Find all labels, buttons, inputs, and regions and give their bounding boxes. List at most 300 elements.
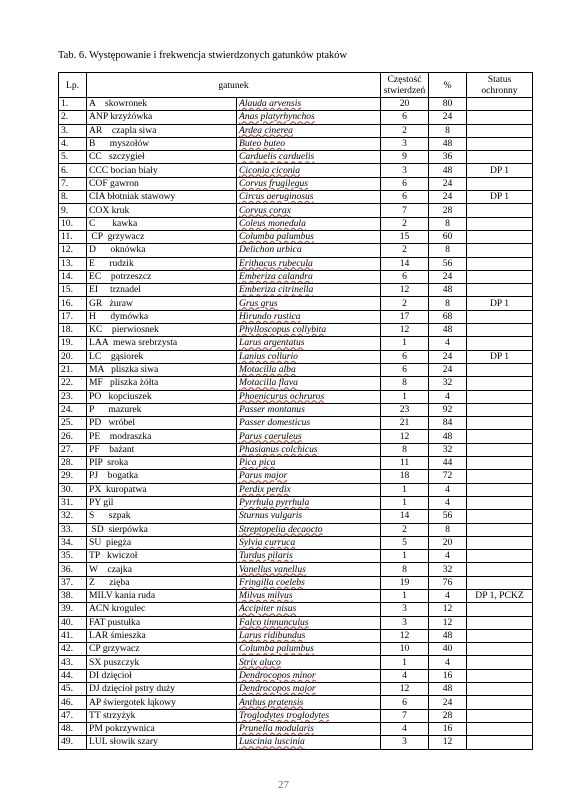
cell-species-common: W czajka — [87, 563, 237, 576]
cell-status — [467, 124, 533, 137]
latin-name-text: Carduelis carduelis — [239, 151, 315, 163]
latin-name-text: Erithacus rubecula — [239, 257, 313, 269]
cell-species-latin — [237, 191, 381, 204]
cell-lp: 43. — [59, 656, 87, 669]
cell-species-common: A skowronek — [87, 98, 237, 111]
cell-species-common: CP grzywacz — [87, 643, 237, 656]
cell-count: 3 — [381, 137, 429, 150]
cell-count: 2 — [381, 217, 429, 230]
table-row — [59, 722, 533, 735]
cell-species-common: PD wróbel — [87, 417, 237, 430]
cell-lp: 48. — [59, 722, 87, 735]
table-row — [59, 403, 533, 416]
cell-species-common: B myszołów — [87, 137, 237, 150]
table-row — [59, 576, 533, 589]
table-row — [59, 523, 533, 536]
table-row — [59, 536, 533, 549]
cell-species-latin — [237, 390, 381, 403]
cell-species-common: MF pliszka żółta — [87, 377, 237, 390]
cell-species-common: S szpak — [87, 510, 237, 523]
cell-status — [467, 98, 533, 111]
latin-name-text: Ardea cinerea — [239, 124, 293, 136]
cell-status — [467, 536, 533, 549]
table-row — [59, 390, 533, 403]
cell-percent: 24 — [429, 111, 467, 124]
cell-count: 3 — [381, 736, 429, 749]
table-row — [59, 483, 533, 496]
cell-species-latin — [237, 722, 381, 735]
cell-species-common: EC potrzeszcz — [87, 270, 237, 283]
cell-species-latin — [237, 244, 381, 257]
cell-count: 1 — [381, 496, 429, 509]
table-row — [59, 270, 533, 283]
cell-percent: 8 — [429, 124, 467, 137]
cell-species-latin — [237, 589, 381, 602]
cell-lp: 17. — [59, 310, 87, 323]
latin-name-text: Accipiter nisus — [239, 603, 297, 615]
cell-lp: 23. — [59, 390, 87, 403]
cell-species-common: CIA błotniak stawowy — [87, 191, 237, 204]
latin-name-text: Emberiza citrinella — [239, 284, 314, 296]
cell-count: 7 — [381, 709, 429, 722]
cell-count: 12 — [381, 284, 429, 297]
cell-count: 6 — [381, 350, 429, 363]
table-row — [59, 470, 533, 483]
latin-name-text: Buteo buteo — [239, 138, 286, 150]
cell-status — [467, 443, 533, 456]
table-row — [59, 603, 533, 616]
cell-lp: 10. — [59, 217, 87, 230]
cell-status: DP 1 — [467, 350, 533, 363]
cell-count: 10 — [381, 643, 429, 656]
cell-lp: 16. — [59, 297, 87, 310]
latin-name-text: Perdix perdix — [239, 483, 291, 495]
cell-lp: 14. — [59, 270, 87, 283]
cell-species-common: MILV kania ruda — [87, 589, 237, 602]
cell-count: 2 — [381, 297, 429, 310]
cell-percent: 4 — [429, 550, 467, 563]
cell-percent: 80 — [429, 98, 467, 111]
cell-percent: 40 — [429, 643, 467, 656]
table-row — [59, 709, 533, 722]
cell-status — [467, 722, 533, 735]
cell-percent: 24 — [429, 191, 467, 204]
cell-count: 3 — [381, 616, 429, 629]
cell-status — [467, 217, 533, 230]
cell-percent: 32 — [429, 443, 467, 456]
cell-percent: 48 — [429, 683, 467, 696]
cell-species-common: PO kopciuszek — [87, 390, 237, 403]
cell-count: 12 — [381, 324, 429, 337]
cell-lp: 25. — [59, 417, 87, 430]
cell-species-latin — [237, 137, 381, 150]
cell-lp: 47. — [59, 709, 87, 722]
table-header-row — [59, 73, 533, 98]
cell-species-common: TP kwiczoł — [87, 550, 237, 563]
cell-count: 18 — [381, 470, 429, 483]
cell-species-latin — [237, 736, 381, 749]
latin-name-text: Parus caeruleus — [239, 430, 302, 442]
cell-status — [467, 550, 533, 563]
cell-status — [467, 151, 533, 164]
cell-status — [467, 523, 533, 536]
cell-species-latin — [237, 164, 381, 177]
cell-species-common: H dymówka — [87, 310, 237, 323]
cell-species-common: CC szczygieł — [87, 151, 237, 164]
table-row — [59, 643, 533, 656]
cell-species-latin — [237, 629, 381, 642]
cell-count: 2 — [381, 244, 429, 257]
cell-percent: 48 — [429, 164, 467, 177]
cell-percent: 12 — [429, 603, 467, 616]
header-czestosc-line2: stwierdzeń — [383, 85, 426, 96]
table-row — [59, 736, 533, 749]
cell-lp: 28. — [59, 457, 87, 470]
cell-percent: 24 — [429, 696, 467, 709]
cell-lp: 46. — [59, 696, 87, 709]
cell-percent: 56 — [429, 510, 467, 523]
latin-name-text: Motacilla alba — [239, 364, 296, 376]
cell-percent: 48 — [429, 137, 467, 150]
cell-species-latin — [237, 496, 381, 509]
cell-lp: 8. — [59, 191, 87, 204]
table-row — [59, 137, 533, 150]
cell-species-common: DJ dzięcioł pstry duży — [87, 683, 237, 696]
latin-name-text: Alauda arvensis — [239, 98, 302, 110]
cell-count: 1 — [381, 337, 429, 350]
latin-name-text: Larus argentatus — [239, 337, 305, 349]
cell-lp: 41. — [59, 629, 87, 642]
cell-status — [467, 270, 533, 283]
cell-lp: 40. — [59, 616, 87, 629]
cell-species-common: FAT pustułka — [87, 616, 237, 629]
cell-status — [467, 616, 533, 629]
cell-percent: 8 — [429, 297, 467, 310]
cell-species-latin — [237, 443, 381, 456]
latin-name-text: Grus grus — [239, 297, 278, 309]
cell-species-latin — [237, 257, 381, 270]
cell-count: 19 — [381, 576, 429, 589]
latin-name-text: Lanius collurio — [239, 350, 298, 362]
cell-species-common: PJ bogatka — [87, 470, 237, 483]
cell-lp: 35. — [59, 550, 87, 563]
cell-species-common: SU piegża — [87, 536, 237, 549]
cell-status — [467, 177, 533, 190]
cell-species-latin — [237, 483, 381, 496]
cell-count: 3 — [381, 164, 429, 177]
cell-count: 21 — [381, 417, 429, 430]
cell-species-common: CP grzywacz — [87, 230, 237, 243]
cell-status — [467, 483, 533, 496]
cell-percent: 8 — [429, 217, 467, 230]
cell-lp: 12. — [59, 244, 87, 257]
cell-lp: 42. — [59, 643, 87, 656]
cell-count: 1 — [381, 656, 429, 669]
cell-percent: 48 — [429, 324, 467, 337]
cell-lp: 34. — [59, 536, 87, 549]
latin-name-text: Falco tinnunculus — [239, 616, 309, 628]
table-row — [59, 696, 533, 709]
cell-percent: 4 — [429, 656, 467, 669]
cell-count: 2 — [381, 523, 429, 536]
cell-percent: 4 — [429, 337, 467, 350]
cell-species-common: COX kruk — [87, 204, 237, 217]
cell-lp: 9. — [59, 204, 87, 217]
cell-species-common: PM pokrzywnica — [87, 722, 237, 735]
latin-name-text: Passer montanus — [239, 403, 305, 415]
cell-count: 14 — [381, 510, 429, 523]
latin-name-text: Corvus corax — [239, 204, 291, 216]
cell-species-latin — [237, 124, 381, 137]
cell-lp: 3. — [59, 124, 87, 137]
table-body — [59, 98, 533, 750]
cell-percent: 4 — [429, 483, 467, 496]
cell-species-latin — [237, 563, 381, 576]
cell-lp: 45. — [59, 683, 87, 696]
table-row — [59, 683, 533, 696]
cell-percent: 32 — [429, 377, 467, 390]
cell-species-common: P mazurek — [87, 403, 237, 416]
table-row — [59, 669, 533, 682]
table-row — [59, 151, 533, 164]
cell-percent: 4 — [429, 390, 467, 403]
table-row — [59, 111, 533, 124]
cell-count: 8 — [381, 443, 429, 456]
table-row — [59, 443, 533, 456]
cell-lp: 44. — [59, 669, 87, 682]
cell-status — [467, 656, 533, 669]
latin-name-text: Phoenicurus ochruros — [239, 390, 325, 402]
cell-status — [467, 230, 533, 243]
cell-lp: 6. — [59, 164, 87, 177]
cell-species-latin — [237, 616, 381, 629]
table-row — [59, 363, 533, 376]
cell-count: 20 — [381, 98, 429, 111]
latin-name-text: Phylloscopus collybita — [239, 324, 327, 336]
cell-species-common: SD sierpówka — [87, 523, 237, 536]
cell-species-latin — [237, 270, 381, 283]
cell-species-latin — [237, 430, 381, 443]
cell-lp: 24. — [59, 403, 87, 416]
cell-species-latin — [237, 111, 381, 124]
latin-name-text: Motacilla flava — [239, 377, 298, 389]
cell-lp: 49. — [59, 736, 87, 749]
latin-name-text: Passer domesticus — [239, 417, 311, 429]
latin-name-text: Delichon urbica — [239, 244, 302, 256]
cell-count: 14 — [381, 257, 429, 270]
cell-count: 17 — [381, 310, 429, 323]
cell-status — [467, 377, 533, 390]
cell-species-common: TT strzyżyk — [87, 709, 237, 722]
latin-name-text: Columba palumbus — [239, 231, 314, 243]
header-gatunek: gatunek — [87, 73, 381, 98]
table-row — [59, 230, 533, 243]
table-row — [59, 337, 533, 350]
latin-name-text: Pyrrhula pyrrhula — [239, 497, 310, 509]
cell-lp: 32. — [59, 510, 87, 523]
cell-percent: 76 — [429, 576, 467, 589]
latin-name-text: Anas platyrhynchos — [239, 111, 315, 123]
header-czestosc-line1: Częstość — [387, 74, 422, 85]
header-status-line2: ochronny — [481, 85, 518, 96]
cell-species-common: LUL słowik szary — [87, 736, 237, 749]
cell-status — [467, 257, 533, 270]
cell-status — [467, 563, 533, 576]
cell-status — [467, 390, 533, 403]
cell-species-common: COF gawron — [87, 177, 237, 190]
cell-lp: 33. — [59, 523, 87, 536]
cell-species-common: PY gil — [87, 496, 237, 509]
cell-lp: 31. — [59, 496, 87, 509]
cell-percent: 48 — [429, 430, 467, 443]
table-row — [59, 284, 533, 297]
cell-status — [467, 310, 533, 323]
table-row — [59, 377, 533, 390]
table-row — [59, 550, 533, 563]
cell-species-common: LAA mewa srebrzysta — [87, 337, 237, 350]
cell-percent: 28 — [429, 204, 467, 217]
cell-species-latin — [237, 217, 381, 230]
cell-status — [467, 696, 533, 709]
cell-count: 23 — [381, 403, 429, 416]
cell-count: 12 — [381, 629, 429, 642]
cell-percent: 24 — [429, 177, 467, 190]
cell-count: 4 — [381, 722, 429, 735]
cell-status — [467, 137, 533, 150]
cell-lp: 22. — [59, 377, 87, 390]
cell-lp: 20. — [59, 350, 87, 363]
cell-status: DP 1 — [467, 164, 533, 177]
cell-status — [467, 363, 533, 376]
cell-count: 9 — [381, 151, 429, 164]
table-row — [59, 98, 533, 111]
cell-status — [467, 643, 533, 656]
table-row — [59, 257, 533, 270]
latin-name-text: Vanellus vanellus — [239, 563, 306, 575]
cell-count: 8 — [381, 377, 429, 390]
cell-species-common: AP świergotek łąkowy — [87, 696, 237, 709]
cell-species-latin — [237, 510, 381, 523]
cell-species-latin — [237, 536, 381, 549]
cell-species-latin — [237, 696, 381, 709]
cell-lp: 29. — [59, 470, 87, 483]
cell-lp: 26. — [59, 430, 87, 443]
cell-status — [467, 324, 533, 337]
cell-count: 1 — [381, 390, 429, 403]
cell-lp: 4. — [59, 137, 87, 150]
cell-species-common: C kawka — [87, 217, 237, 230]
cell-percent: 4 — [429, 589, 467, 602]
cell-species-latin — [237, 669, 381, 682]
cell-percent: 12 — [429, 736, 467, 749]
cell-status — [467, 576, 533, 589]
cell-percent: 8 — [429, 244, 467, 257]
table-row — [59, 217, 533, 230]
cell-status — [467, 736, 533, 749]
cell-species-latin — [237, 523, 381, 536]
cell-status — [467, 683, 533, 696]
cell-percent: 28 — [429, 709, 467, 722]
cell-species-latin — [237, 683, 381, 696]
cell-lp: 1. — [59, 98, 87, 111]
latin-name-text: Dendrocopos major — [239, 683, 316, 695]
cell-status — [467, 284, 533, 297]
latin-name-text: Milvus milvus — [239, 590, 293, 602]
cell-lp: 2. — [59, 111, 87, 124]
cell-count: 6 — [381, 191, 429, 204]
cell-count: 12 — [381, 683, 429, 696]
latin-name-text: Larus ridibundus — [239, 630, 306, 642]
cell-percent: 12 — [429, 616, 467, 629]
cell-lp: 19. — [59, 337, 87, 350]
cell-lp: 39. — [59, 603, 87, 616]
cell-species-common: CCC bocian biały — [87, 164, 237, 177]
cell-species-common: ANP krzyżówka — [87, 111, 237, 124]
cell-species-common: AR czapla siwa — [87, 124, 237, 137]
cell-species-common: DI dzięcioł — [87, 669, 237, 682]
cell-status — [467, 111, 533, 124]
cell-species-common: MA pliszka siwa — [87, 363, 237, 376]
cell-lp: 15. — [59, 284, 87, 297]
table-row — [59, 563, 533, 576]
table-row — [59, 510, 533, 523]
table-row — [59, 350, 533, 363]
cell-species-latin — [237, 297, 381, 310]
cell-count: 1 — [381, 483, 429, 496]
cell-species-common: LAR śmieszka — [87, 629, 237, 642]
cell-species-latin — [237, 177, 381, 190]
cell-species-latin — [237, 230, 381, 243]
latin-name-text: Emberiza calandra — [239, 271, 313, 282]
cell-percent: 56 — [429, 257, 467, 270]
table-row — [59, 656, 533, 669]
cell-percent: 48 — [429, 284, 467, 297]
cell-percent: 68 — [429, 310, 467, 323]
cell-species-latin — [237, 656, 381, 669]
table-row — [59, 589, 533, 602]
latin-name-text: Ciconia ciconia — [239, 164, 301, 176]
table-row — [59, 164, 533, 177]
cell-lp: 18. — [59, 324, 87, 337]
cell-species-common: SX puszczyk — [87, 656, 237, 669]
cell-count: 4 — [381, 669, 429, 682]
cell-species-latin — [237, 363, 381, 376]
cell-species-common: PIP sroka — [87, 457, 237, 470]
header-status-line1: Status — [487, 74, 512, 85]
cell-lp: 5. — [59, 151, 87, 164]
latin-name-text: Luscinia luscinia — [239, 736, 305, 748]
cell-percent: 32 — [429, 563, 467, 576]
cell-status — [467, 417, 533, 430]
cell-species-latin — [237, 310, 381, 323]
latin-name-text: Circus aeruginosus — [239, 191, 314, 203]
cell-status — [467, 510, 533, 523]
table-row — [59, 244, 533, 257]
cell-status — [467, 403, 533, 416]
table-row — [59, 616, 533, 629]
latin-name-text: Streptopelia decaocto — [239, 523, 323, 535]
cell-percent: 8 — [429, 523, 467, 536]
cell-status — [467, 669, 533, 682]
table-row — [59, 191, 533, 204]
cell-percent: 16 — [429, 669, 467, 682]
cell-percent: 60 — [429, 230, 467, 243]
table-row — [59, 457, 533, 470]
latin-name-text: Pica pica — [239, 457, 276, 469]
cell-species-common: GR żuraw — [87, 297, 237, 310]
bird-species-table — [58, 72, 533, 750]
cell-count: 2 — [381, 124, 429, 137]
